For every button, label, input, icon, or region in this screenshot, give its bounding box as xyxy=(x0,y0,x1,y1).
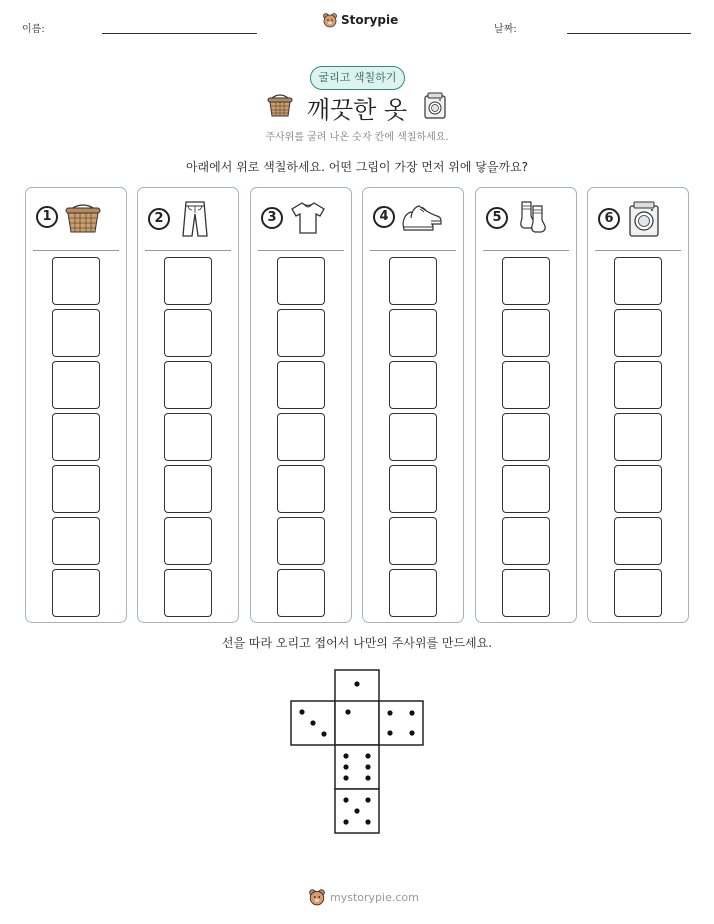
instruction-text: 아래에서 위로 색칠하세요. 어떤 그림이 가장 먼저 위에 닿을까요? xyxy=(185,160,529,174)
footer xyxy=(308,888,419,906)
cut-instruction: 선을 따라 오리고 접어서 나만의 주사위를 만드세요. xyxy=(221,636,493,650)
bear-icon xyxy=(308,888,326,906)
brand-name: Storypie xyxy=(341,13,399,27)
column-number: 1 xyxy=(36,206,58,228)
name-label: 이름: xyxy=(22,24,45,35)
activity-badge: 굴리고 색칠하기 xyxy=(310,66,405,90)
date-label: 날짜: xyxy=(494,24,517,35)
column-number: 3 xyxy=(261,207,283,229)
column-number: 4 xyxy=(373,206,395,228)
column-number: 2 xyxy=(148,208,170,230)
subtitle: 주사위를 굴려 나온 숫자 칸에 색칠하세요. xyxy=(265,132,449,143)
column-number: 6 xyxy=(598,208,620,230)
footer-url[interactable]: mystorypie.com xyxy=(330,890,419,904)
page-title: 깨끗한 옷 xyxy=(306,96,408,124)
column-number: 5 xyxy=(486,207,508,229)
